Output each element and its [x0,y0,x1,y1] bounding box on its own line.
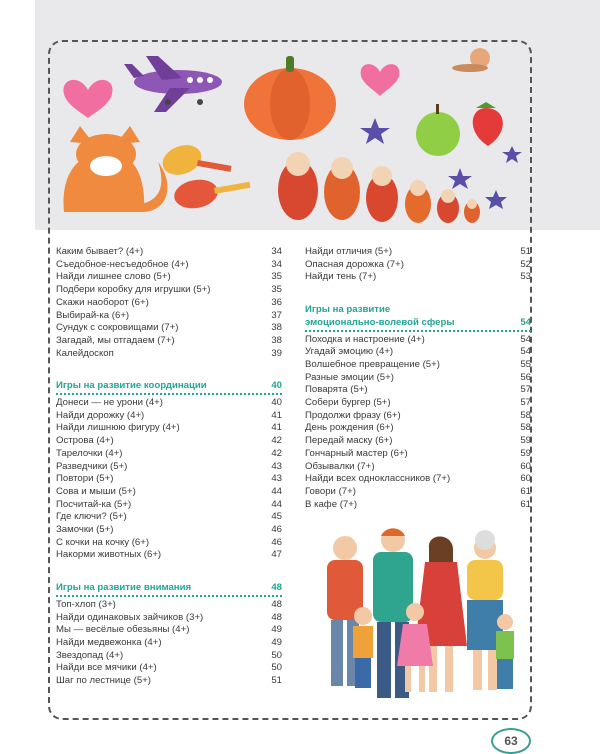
toc-entry[interactable]: Поварята (5+) 57 [305,384,531,396]
section-heading-coordination[interactable]: Игры на развитие координации 40 [56,380,282,395]
toc-entry[interactable]: Передай маску (6+) 59 [305,435,531,447]
toc-entry[interactable]: Сова и мыши (5+) 44 [56,485,282,497]
toc-entry[interactable]: Найди лишнее слово (5+) 35 [56,271,282,283]
page-number: 63 [491,728,531,754]
toc-entry[interactable]: Шаг по лестнице (5+) 51 [56,675,282,687]
toc-right-column [305,246,531,511]
toc-entry[interactable]: Собери бургер (5+) 57 [305,397,531,409]
toc-entry[interactable]: Найди всех одноклассников (7+) 60 [305,473,531,485]
toc-entry[interactable]: Топ-хлоп (3+) 48 [56,598,282,610]
toc-entry[interactable]: Найди медвежонка (4+) 49 [56,636,282,648]
toc-entry[interactable]: Повтори (5+) 43 [56,473,282,485]
toc-entry[interactable]: Найди дорожку (4+) 41 [56,409,282,421]
toc-entry[interactable]: Скажи наоборот (6+) 36 [56,296,282,308]
toc-entry[interactable]: Найди лишнюю фигуру (4+) 41 [56,422,282,434]
toc-entry[interactable]: Продолжи фразу (6+) 58 [305,409,531,421]
toc-entry[interactable]: Походка и настроение (4+) 54 [305,333,531,345]
toc-entry[interactable]: Найди все мячики (4+) 50 [56,662,282,674]
toc-entry[interactable]: Угадай эмоцию (4+) 54 [305,346,531,358]
toc-entry[interactable]: Гончарный мастер (6+) 59 [305,447,531,459]
toc-entry[interactable]: Где ключи? (5+) 45 [56,511,282,523]
toc-entry[interactable]: Звездопад (4+) 50 [56,649,282,661]
toc-entry[interactable]: Разведчики (5+) 43 [56,460,282,472]
toc-entry[interactable]: Донеси — не урони (4+) 40 [56,397,282,409]
section-heading-emotional[interactable]: Игры на развитие эмоционально-волевой сферы 54 [305,304,531,331]
toc-entry[interactable]: Мы — весёлые обезьяны (4+) 49 [56,624,282,636]
toc-entry[interactable]: День рождения (6+) 58 [305,422,531,434]
toc-entry[interactable]: С кочки на кочку (6+) 46 [56,536,282,548]
toc-entry[interactable]: Подбери коробку для игрушки (5+) 35 [56,284,282,296]
toc-entry[interactable]: Острова (4+) 42 [56,435,282,447]
toc-entry[interactable]: Выбирай-ка (6+) 37 [56,309,282,321]
section-heading-attention[interactable]: Игры на развитие внимания 48 [56,582,282,597]
toc-entry[interactable]: Волшебное превращение (5+) 55 [305,358,531,370]
toc-entry[interactable]: Тарелочки (4+) 42 [56,447,282,459]
toc-entry[interactable]: Обзывалки (7+) 60 [305,460,531,472]
toc-entry[interactable]: Каким бывает? (4+) 34 [56,246,282,257]
toc-entry[interactable]: Замочки (5+) 46 [56,524,282,536]
toc-entry[interactable]: Калейдоскоп 39 [56,347,282,359]
family-illustration [305,526,525,706]
toc-entry[interactable]: Сундук с сокровищами (7+) 38 [56,322,282,334]
toc-entry[interactable]: Говори (7+) 61 [305,485,531,497]
toc-left-column [56,246,282,688]
toc-entry[interactable]: Найди тень (7+) 53 [305,271,531,283]
toc-entry[interactable]: Посчитай-ка (5+) 44 [56,498,282,510]
toc-entry[interactable]: Накорми животных (6+) 47 [56,549,282,561]
toc-entry[interactable]: Найди одинаковых зайчиков (3+) 48 [56,611,282,623]
toc-entry[interactable]: Опасная дорожка (7+) 52 [305,258,531,270]
toc-entry[interactable]: Загадай, мы отгадаем (7+) 38 [56,334,282,346]
toc-entry[interactable]: В кафе (7+) 61 [305,498,531,510]
toc-entry[interactable]: Съедобное-несъедобное (4+) 34 [56,258,282,270]
toc-entry[interactable]: Найди отличия (5+) 51 [305,246,531,257]
toc-entry[interactable]: Разные эмоции (5+) 56 [305,371,531,383]
